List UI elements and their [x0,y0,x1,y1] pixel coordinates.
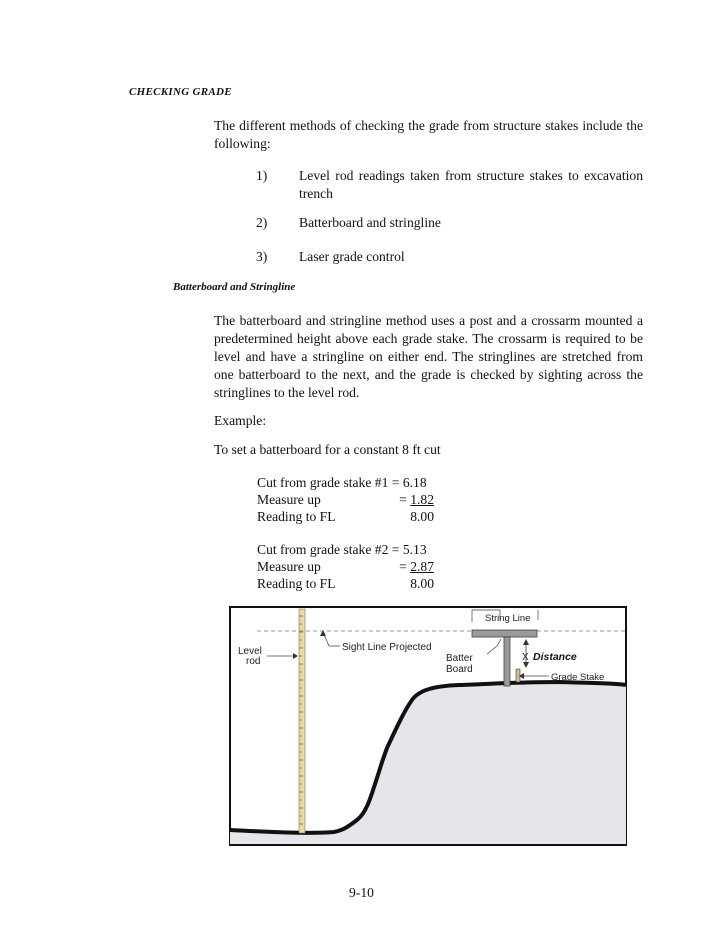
calc2-row2-value: = 2.87 [399,559,434,574]
distance-label: Distance [533,651,577,663]
distance-x-label: X [522,652,529,663]
grade-stake [516,669,520,682]
batterboard-diagram [229,606,627,846]
batter-board-crossarm [472,630,537,637]
calc2-row3-label: Reading to FL [257,576,336,591]
batter-board-label-2: Board [446,664,473,675]
method-text-2: Batterboard and stringline [299,215,441,230]
calc1-row3-value: 8.00 [410,509,434,524]
batterboard-paragraph: The batterboard and stringline method uses a post and a crossarm mounted a predetermined height above each grade stake. The crossarm is required to be level and have a stringline on either end. The stringlines are stretched from one batterboard to the next, and the grade is checked by sighting across the stringlines to the level rod. [214,313,643,400]
section-heading: CHECKING GRADE [129,86,232,98]
intro-paragraph: The different methods of checking the grade from structure stakes include the following: [214,118,643,151]
batter-board-label-1: Batter [446,653,473,664]
page-number: 9-10 [349,885,374,900]
subheading: Batterboard and Stringline [173,281,296,293]
calc2-row3-value: 8.00 [410,576,434,591]
grade-stake-label: Grade Stake [551,672,605,683]
method-num-1: 1) [256,168,268,183]
method-num-3: 3) [256,249,268,264]
level-rod [299,609,305,833]
method-num-2: 2) [256,215,268,230]
string-line-label: String Line [485,613,531,624]
method-text-3: Laser grade control [299,249,405,264]
calc1-row1-label: Cut from grade stake #1 = 6.18 [257,475,427,490]
example-label: Example: [214,413,267,428]
calc2-row1-label: Cut from grade stake #2 = 5.13 [257,542,427,557]
sight-line-label: Sight Line Projected [342,642,432,653]
calc1-row2-label: Measure up [257,492,321,507]
calc2-row2-number: 2.87 [410,559,434,574]
calc1-row2-number: 1.82 [410,492,434,507]
level-rod-label-2: rod [246,656,261,667]
batter-board-post [504,637,510,686]
level-rod-label-1: Level [238,646,262,657]
calc2-row2-label: Measure up [257,559,321,574]
example-intro: To set a batterboard for a constant 8 ft cut [214,442,441,457]
calc1-row2-value: = 1.82 [399,492,434,507]
calc1-row3-label: Reading to FL [257,509,336,524]
method-text-1: Level rod readings taken from structure stakes to excavation trench [299,168,643,201]
